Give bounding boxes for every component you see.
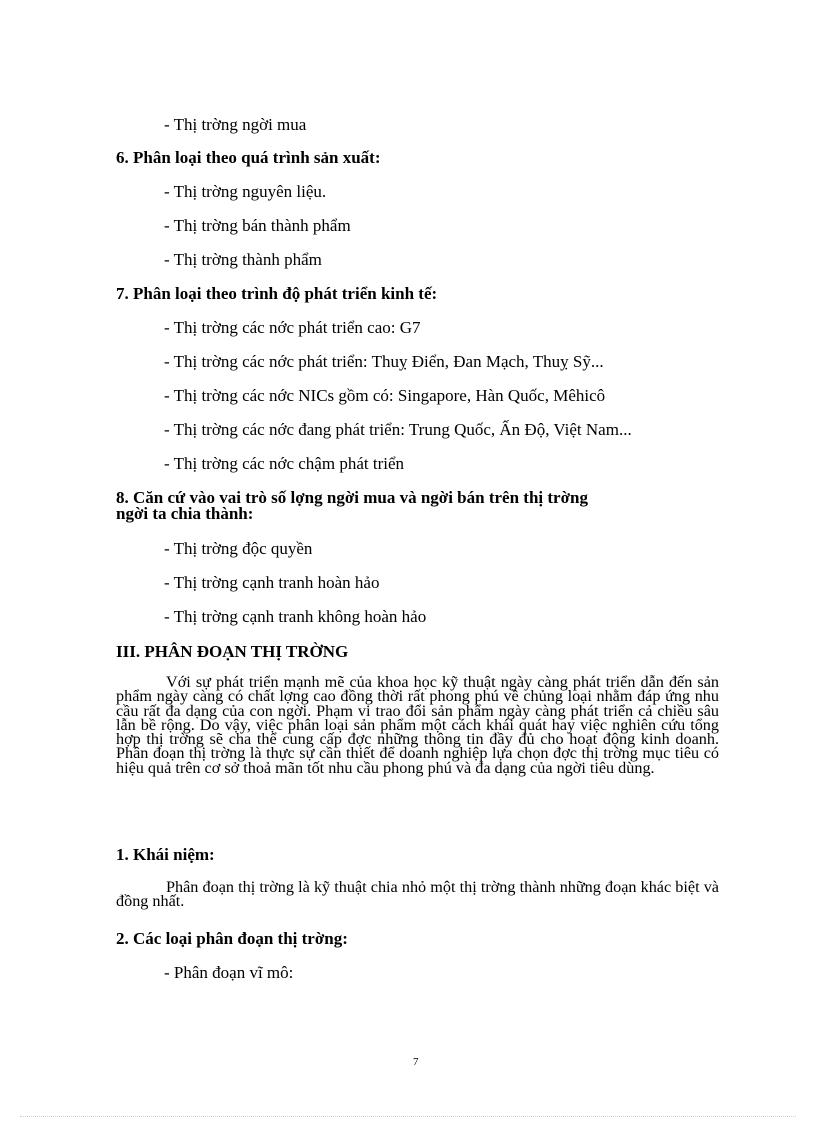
page-number: 7 bbox=[413, 1056, 419, 1068]
list-item: - Thị trờng các nớc phát triển: Thuỵ Điển, Đan Mạch, Thuỵ Sỹ... bbox=[164, 352, 604, 371]
subsection-heading-1: 1. Khái niệm: bbox=[116, 845, 215, 864]
section-heading-7: 7. Phân loại theo trình độ phát triển kinh tế: bbox=[116, 284, 438, 303]
list-item: - Thị trờng các nớc đang phát triển: Trung Quốc, Ấn Độ, Việt Nam... bbox=[164, 420, 632, 439]
subsection-heading-2: 2. Các loại phân đoạn thị trờng: bbox=[116, 929, 348, 948]
section-heading-8: 8. Căn cứ vào vai trò số lợng ngời mua và ngời bán trên thị trờng bbox=[116, 488, 588, 507]
list-item: - Thị trờng nguyên liệu. bbox=[164, 182, 327, 201]
section-heading-8-cont: ngời ta chia thành: bbox=[116, 504, 254, 523]
list-item: - Thị trờng các nớc NICs gồm có: Singapore, Hàn Quốc, Mêhicô bbox=[164, 386, 606, 405]
list-item: - Thị trờng cạnh tranh không hoàn hảo bbox=[164, 607, 427, 626]
list-item: - Phân đoạn vĩ mô: bbox=[164, 963, 294, 982]
list-item: - Thị trờng cạnh tranh hoàn hảo bbox=[164, 573, 380, 592]
list-item: - Thị trờng bán thành phẩm bbox=[164, 216, 351, 235]
section-heading-iii: III. PHÂN ĐOẠN THỊ TRỜNG bbox=[116, 642, 349, 661]
body-paragraph: Với sự phát triển mạnh mẽ của khoa học kỹ thuật ngày càng phát triển dẫn đến sản phẩm ngày càng có chất lợng cao đồng thời rất phong phú về chủng loại nhằm đáp ứng nhu cầu rất đa dạng của con ngời. Phạm vi trao đổi sản phẩm ngày càng phát triển cả chiều sâu lẫn bề rộng. Do vậy, việc phân loại sản phẩm một cách khái quát hay việc nghiên cứu tổng hợp thị trờng sẽ cha thể cung cấp đợc những thông tin đầy đủ cho hoạt động kinh doanh. Phân đoạn thị trờng là thực sự cần thiết để doanh nghiệp lựa chọn đợc thị trờng mục tiêu có hiệu quả trên cơ sở thoả mãn tốt nhu cầu phong phú và đa dạng của ngời tiêu dùng. bbox=[116, 673, 719, 777]
list-item: - Thị trờng độc quyền bbox=[164, 539, 313, 558]
page-bottom-border bbox=[20, 1116, 796, 1117]
list-item: - Thị trờng các nớc chậm phát triển bbox=[164, 454, 404, 473]
list-item: - Thị trờng các nớc phát triển cao: G7 bbox=[164, 318, 421, 337]
body-paragraph: Phân đoạn thị trờng là kỹ thuật chia nhỏ một thị trờng thành những đoạn khác biệt và đồng nhất. bbox=[116, 878, 719, 911]
list-item: - Thị trờng ngời mua bbox=[164, 115, 307, 134]
section-heading-6: 6. Phân loại theo quá trình sản xuất: bbox=[116, 148, 381, 167]
list-item: - Thị trờng thành phẩm bbox=[164, 250, 322, 269]
